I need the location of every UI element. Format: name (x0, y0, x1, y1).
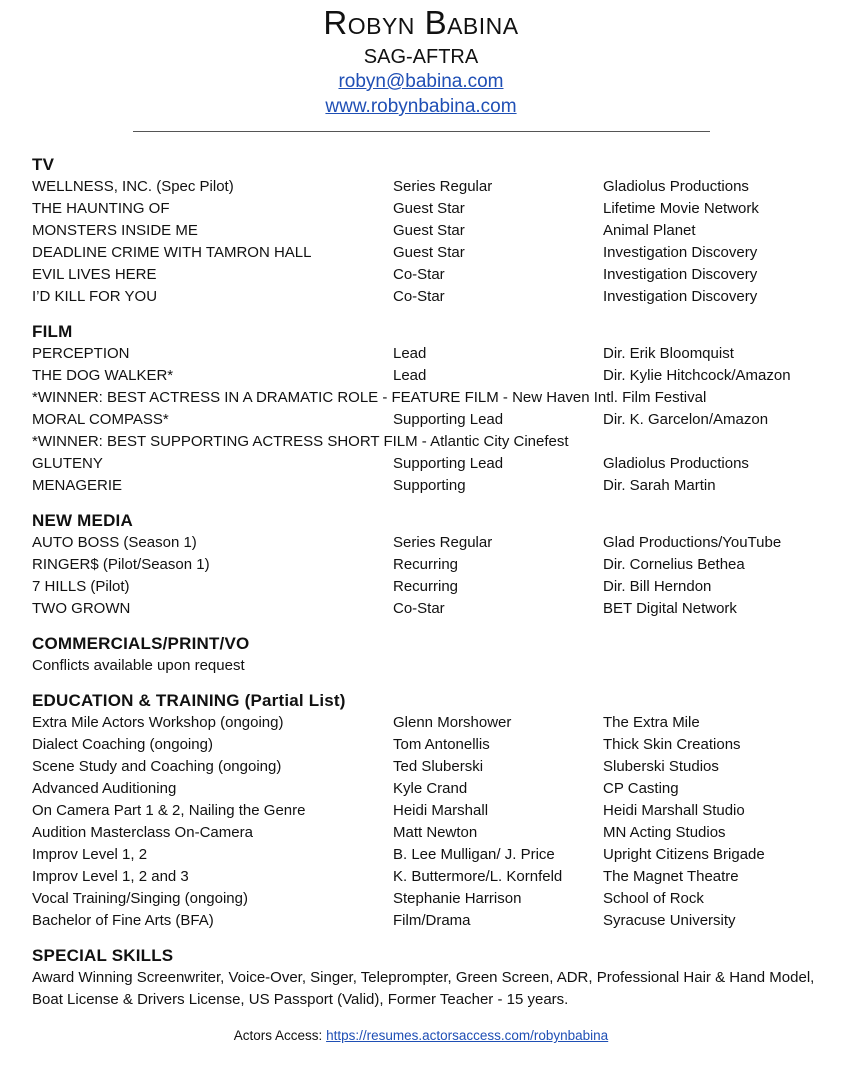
credit-role: Supporting Lead (393, 455, 504, 472)
credit-row (32, 734, 832, 756)
credit-company: Sluberski Studios (603, 758, 719, 775)
header-divider (133, 131, 710, 132)
credit-role: Stephanie Harrison (393, 890, 522, 907)
credit-row (32, 453, 832, 475)
email-link[interactable]: robyn@babina.com (338, 71, 504, 92)
credit-role: Co-Star (393, 600, 445, 617)
credit-role: K. Buttermore/L. Kornfeld (393, 868, 563, 885)
credit-company: CP Casting (603, 780, 679, 797)
credit-title: Audition Masterclass On-Camera (32, 824, 253, 841)
credit-company: The Magnet Theatre (603, 868, 739, 885)
credit-company: BET Digital Network (603, 600, 737, 617)
credit-title: MORAL COMPASS* (32, 411, 169, 428)
credit-row (32, 532, 832, 554)
tv-credits (32, 176, 832, 308)
credit-role: Co-Star (393, 266, 445, 283)
footer (0, 1028, 842, 1043)
credit-company: Glad Productions/YouTube (603, 534, 782, 551)
credit-role: Guest Star (393, 222, 465, 239)
new-media-credits (32, 532, 832, 620)
credit-role: Tom Antonellis (393, 736, 490, 753)
credit-row (32, 778, 832, 800)
credit-company: Gladiolus Productions (603, 178, 749, 195)
credit-title: EVIL LIVES HERE (32, 266, 157, 283)
section-title-new-media: NEW MEDIA (32, 511, 133, 530)
credit-role: Lead (393, 345, 427, 362)
credit-role: Supporting Lead (393, 411, 504, 428)
credit-role: Lead (393, 367, 427, 384)
credit-row (32, 598, 832, 620)
credit-title: Scene Study and Coaching (ongoing) (32, 758, 282, 775)
credit-title: Dialect Coaching (ongoing) (32, 736, 213, 753)
credit-title: On Camera Part 1 & 2, Nailing the Genre (32, 802, 306, 819)
credit-row (32, 844, 832, 866)
commercials-text: Conflicts available upon request (32, 657, 245, 674)
actor-name: Robyn Babina (323, 4, 519, 41)
credit-title: AUTO BOSS (Season 1) (32, 534, 197, 551)
credit-row (32, 176, 832, 198)
credit-title: Vocal Training/Singing (ongoing) (32, 890, 248, 907)
credit-company: Upright Citizens Brigade (603, 846, 765, 863)
credit-company: The Extra Mile (603, 714, 700, 731)
actors-access-link[interactable]: https://resumes.actorsaccess.com/robynbabina (326, 1028, 609, 1043)
credit-role: Recurring (393, 578, 459, 595)
credit-title: Improv Level 1, 2 (32, 846, 148, 863)
credit-company: Investigation Discovery (603, 266, 758, 283)
footer-label: Actors Access: (233, 1028, 327, 1043)
credit-row (32, 756, 832, 778)
credit-role: Recurring (393, 556, 459, 573)
credit-title: TWO GROWN (32, 600, 131, 617)
website-link[interactable]: www.robynbabina.com (325, 96, 517, 117)
credit-row (32, 866, 832, 888)
credit-role: Ted Sluberski (393, 758, 484, 775)
credit-company: Dir. Bill Herndon (603, 578, 712, 595)
skills-text: Award Winning Screenwriter, Voice-Over, Singer, Teleprompter, Green Screen, ADR, Professional Hair & Hand Model, Boat License & Drivers License, US Passport (Valid), Former Teacher - 15 years. (32, 969, 815, 1008)
section-title-film: FILM (32, 322, 73, 341)
resume-body (32, 153, 832, 1011)
credit-title: 7 HILLS (Pilot) (32, 578, 130, 595)
education-list (32, 712, 832, 932)
credit-company: Dir. Kylie Hitchcock/Amazon (603, 367, 791, 384)
credit-row (32, 343, 832, 365)
union-affiliation: SAG-AFTRA (363, 46, 479, 68)
credit-role: Heidi Marshall (393, 802, 489, 819)
credit-row (32, 264, 832, 286)
credit-role: Film/Drama (393, 912, 471, 929)
credit-title: THE HAUNTING OF (32, 200, 170, 217)
credit-title: MENAGERIE (32, 477, 123, 494)
credit-company: Dir. Sarah Martin (603, 477, 716, 494)
credit-company: Lifetime Movie Network (603, 200, 759, 217)
credit-company: Dir. Erik Bloomquist (603, 345, 734, 362)
credit-company: Dir. Cornelius Bethea (603, 556, 745, 573)
credit-title: I’D KILL FOR YOU (32, 288, 158, 305)
credit-row (32, 554, 832, 576)
credit-row (32, 712, 832, 734)
credit-title: PERCEPTION (32, 345, 130, 362)
credit-company: MN Acting Studios (603, 824, 726, 841)
credit-row (32, 800, 832, 822)
film-credits (32, 343, 832, 497)
section-title-tv: TV (32, 155, 55, 174)
credit-company: Gladiolus Productions (603, 455, 749, 472)
credit-row (32, 910, 832, 932)
credit-title: Improv Level 1, 2 and 3 (32, 868, 189, 885)
award-note: *WINNER: BEST SUPPORTING ACTRESS SHORT FILM - Atlantic City Cinefest (32, 433, 569, 450)
credit-row (32, 242, 832, 264)
credit-role: B. Lee Mulligan/ J. Price (393, 846, 555, 863)
section-title-skills: SPECIAL SKILLS (32, 946, 174, 965)
credit-role: Guest Star (393, 244, 465, 261)
credit-row (32, 365, 832, 387)
section-title-commercials: COMMERCIALS/PRINT/VO (32, 634, 250, 653)
credit-role: Co-Star (393, 288, 445, 305)
credit-row (32, 475, 832, 497)
credit-title: RINGER$ (Pilot/Season 1) (32, 556, 210, 573)
credit-row (32, 822, 832, 844)
credit-role: Supporting (393, 477, 466, 494)
credit-company: Thick Skin Creations (603, 736, 741, 753)
award-note: *WINNER: BEST ACTRESS IN A DRAMATIC ROLE - FEATURE FILM - New Haven Intl. Film Festival (32, 389, 707, 406)
credit-title: WELLNESS, INC. (Spec Pilot) (32, 178, 234, 195)
credit-company: Heidi Marshall Studio (603, 802, 745, 819)
credit-company: Syracuse University (603, 912, 736, 929)
credit-role: Glenn Morshower (393, 714, 512, 731)
credit-company: School of Rock (603, 890, 704, 907)
credit-row (32, 198, 832, 220)
credit-title: Bachelor of Fine Arts (BFA) (32, 912, 214, 929)
credit-role: Kyle Crand (393, 780, 468, 797)
credit-role: Series Regular (393, 178, 493, 195)
credit-title: Advanced Auditioning (32, 780, 177, 797)
credit-row (32, 220, 832, 242)
credit-role: Matt Newton (393, 824, 478, 841)
credit-row (32, 888, 832, 910)
credit-row (32, 286, 832, 308)
credit-title: GLUTENY (32, 455, 103, 472)
credit-company: Animal Planet (603, 222, 696, 239)
credit-company: Investigation Discovery (603, 288, 758, 305)
credit-title: THE DOG WALKER* (32, 367, 174, 384)
credit-row (32, 576, 832, 598)
credit-role: Series Regular (393, 534, 493, 551)
credit-company: Dir. K. Garcelon/Amazon (603, 411, 769, 428)
credit-title: DEADLINE CRIME WITH TAMRON HALL (32, 244, 312, 261)
credit-title: Extra Mile Actors Workshop (ongoing) (32, 714, 284, 731)
credit-title: MONSTERS INSIDE ME (32, 222, 198, 239)
credit-company: Investigation Discovery (603, 244, 758, 261)
section-title-education: EDUCATION & TRAINING (Partial List) (32, 691, 346, 710)
credit-row (32, 409, 832, 431)
credit-role: Guest Star (393, 200, 465, 217)
